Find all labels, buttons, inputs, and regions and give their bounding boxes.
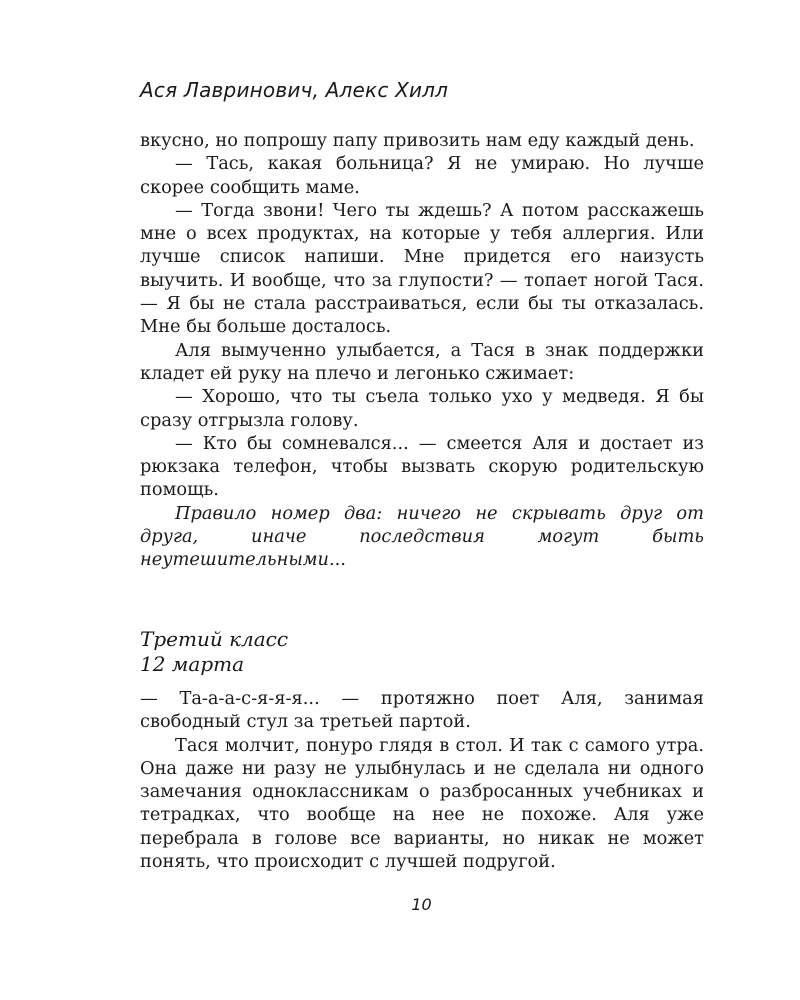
paragraph: Аля вымученно улыбается, а Тася в знак поддержки кладет ей руку на плечо и легонько сжимает:	[140, 339, 704, 384]
section-date: 12 марта	[140, 652, 245, 676]
paragraph: Тася молчит, понуро глядя в стол. И так с самого утра. Она даже ни разу не улыбнулась и не сделала ни одного замечания одноклассникам о разбросанных учебниках и тетрадках, что вообще на нее не похоже. Аля уже перебрала в голове все варианты, но никак не может понять, что происходит с лучшей подругой.	[140, 734, 704, 873]
paragraph: — Хорошо, что ты съела только ухо у медведя. Я бы сразу отгрызла голову.	[140, 386, 704, 431]
running-header-authors: Ася Лавринович, Алекс Хилл	[140, 78, 449, 102]
paragraph: — Та-а-а-с-я-я-я... — протяжно поет Аля, занимая свободный стул за третьей партой.	[140, 688, 704, 733]
paragraph: — Тогда звони! Чего ты ждешь? А потом расскажешь мне о всех продуктах, на которые у тебя аллергия. Или лучше список напиши. Мне придется его наизусть выучить. И вообще, что за глупости? — топает ногой Тася. — Я бы не стала расстраиваться, если бы ты отказалась. Мне бы больше досталось.	[140, 199, 704, 338]
paragraph: — Тась, какая больница? Я не умираю. Но лучше скорее сообщить маме.	[140, 153, 704, 198]
paragraph: вкусно, но попрошу папу привозить нам еду каждый день.	[140, 130, 695, 151]
text-block-section	[140, 687, 704, 873]
page-number: 10	[411, 895, 432, 914]
section-heading	[140, 627, 288, 677]
section-title: Третий класс	[140, 627, 289, 651]
paragraph-italic-rule: Правило номер два: ничего не скрывать друг от друга, иначе последствия могут быть неутешительными...	[140, 502, 704, 571]
paragraph: — Кто бы сомневался... — смеется Аля и достает из рюкзака телефон, чтобы вызвать скорую родительскую помощь.	[140, 432, 704, 501]
text-block-main	[140, 129, 704, 572]
